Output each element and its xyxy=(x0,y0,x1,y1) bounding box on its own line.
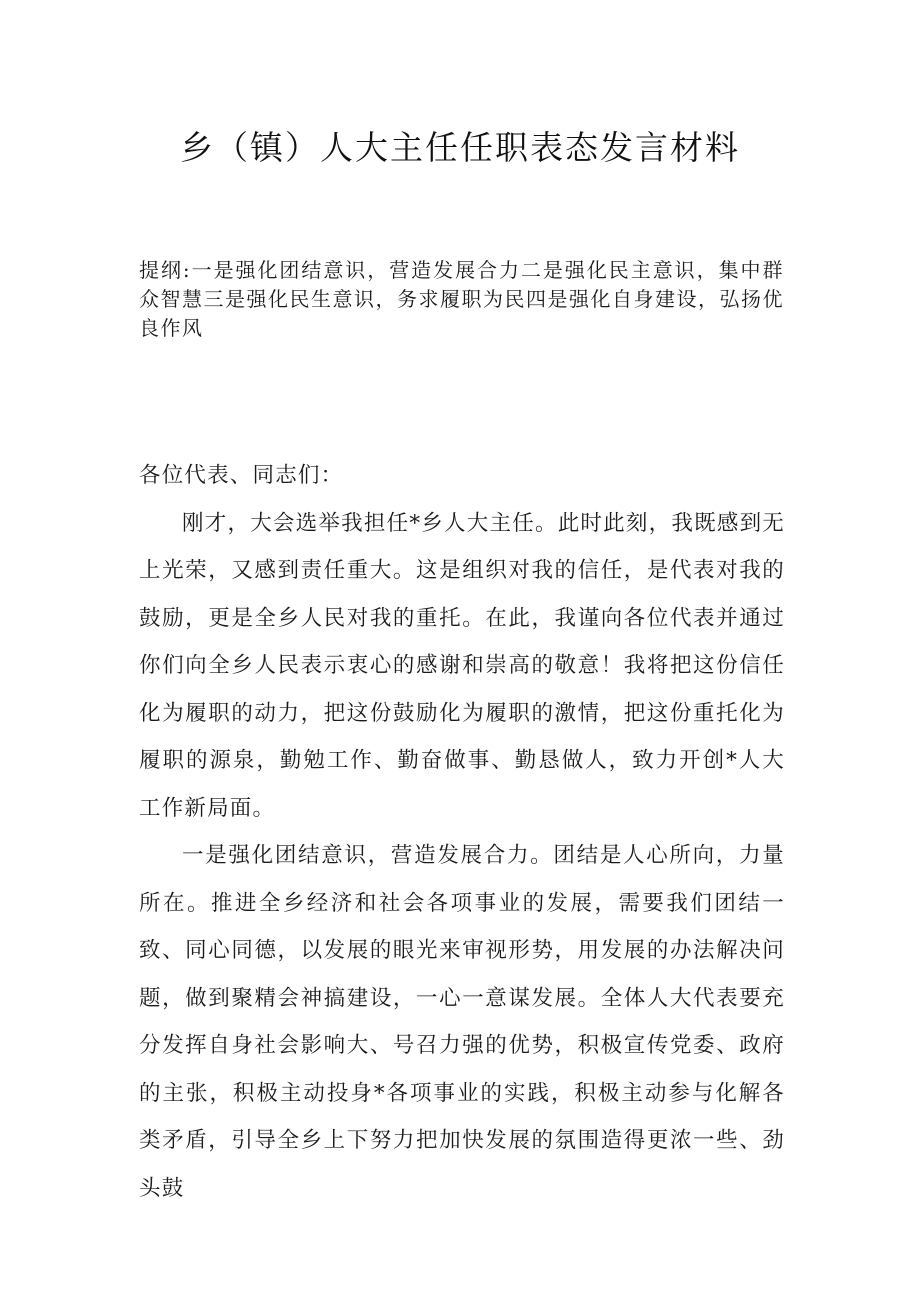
document-outline: 提纲:一是强化团结意识，营造发展合力二是强化民主意识，集中群众智慧三是强化民生意识，务求履职为民四是强化自身建设，弘扬优良作风 xyxy=(139,258,784,340)
salutation: 各位代表、同志们： xyxy=(139,463,344,488)
paragraph-unity: 一是强化团结意识，营造发展合力。团结是人心所向，力量所在。推进全乡经济和社会各项事业的发展，需要我们团结一致、同心同德，以发展的眼光来审视形势，用发展的办法解决问题，做到聚精会神搞建设，一心一意谋发展。全体人大代表要充分发挥自身社会影响大、号召力强的优势，积极宣传党委、政府的主张，积极主动投身*各项事业的实践，积极主动参与化解各类矛盾，引导全乡上下努力把加快发展的氛围造得更浓一些、劲头鼓 xyxy=(139,843,785,1201)
paragraph-opening: 刚才，大会选举我担任*乡人大主任。此时此刻，我既感到无上光荣，又感到责任重大。这是组织对我的信任，是代表对我的鼓励，更是全乡人民对我的重托。在此，我谨向各位代表并通过你们向全乡人民表示衷心的感谢和崇高的敬意！我将把这份信任化为履职的动力，把这份鼓励化为履职的激情，把这份重托化为履职的源泉，勤勉工作、勤奋做事、勤恳做人，致力开创*人大工作新局面。 xyxy=(139,510,785,821)
document-title: 乡（镇）人大主任任职表态发言材料 xyxy=(180,128,740,167)
document-body xyxy=(139,452,785,1212)
